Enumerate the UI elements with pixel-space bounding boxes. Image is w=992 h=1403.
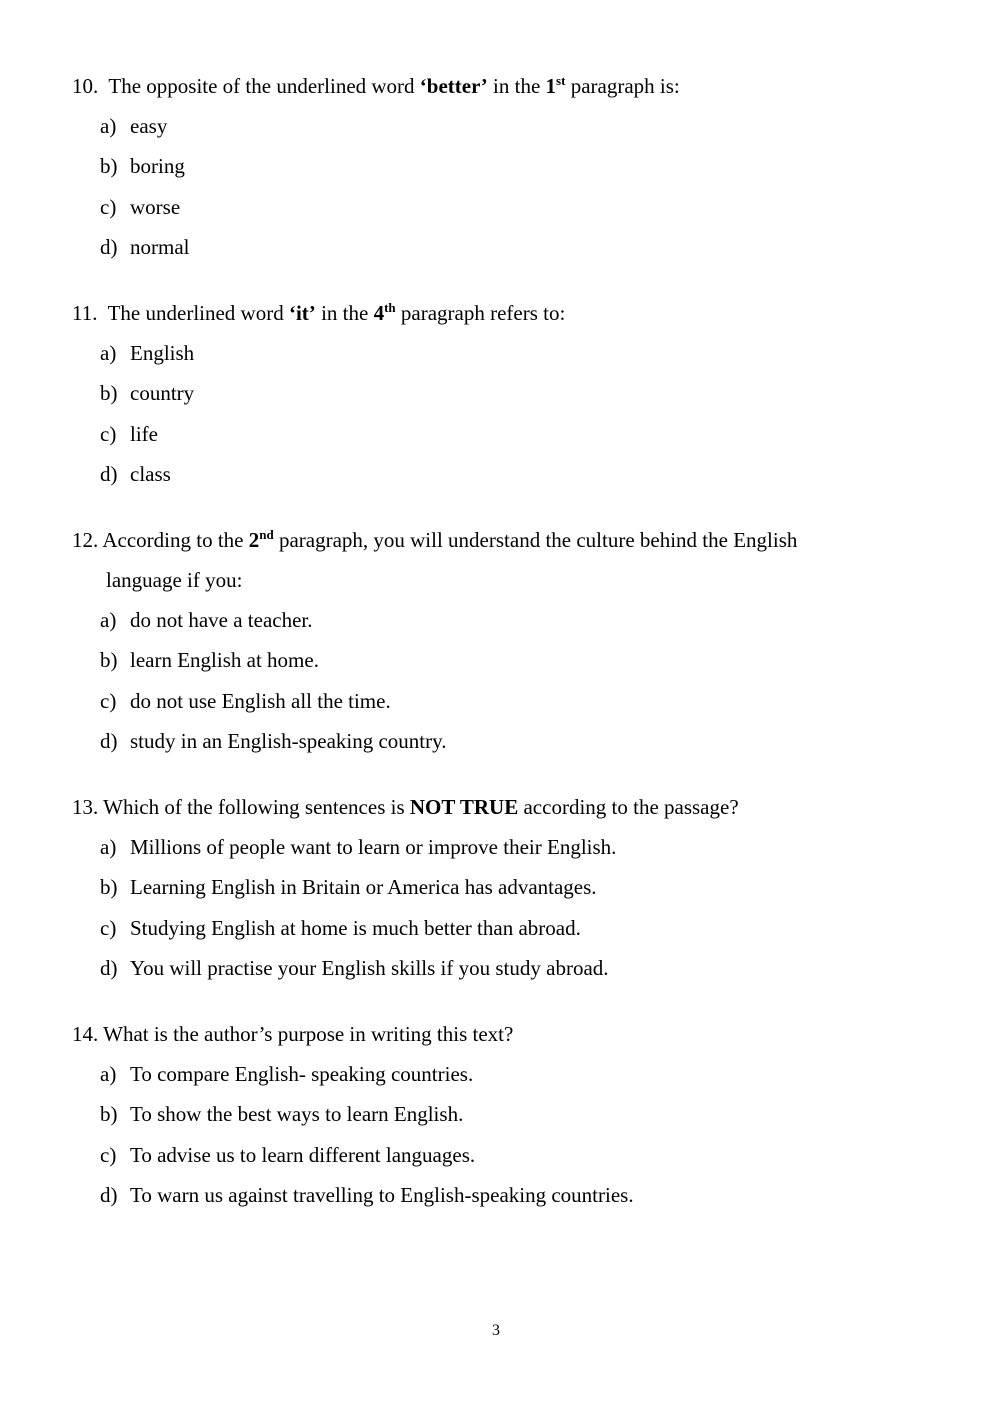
option-text: do not use English all the time. bbox=[130, 688, 391, 713]
options-list bbox=[100, 827, 932, 988]
page-number: 3 bbox=[492, 1322, 500, 1339]
stem-text: Which of the following sentences is bbox=[103, 795, 410, 819]
stem-keyword: ‘it’ bbox=[288, 301, 316, 325]
option-letter: d) bbox=[100, 234, 118, 259]
option-letter: c) bbox=[100, 1142, 117, 1167]
option-letter: d) bbox=[100, 461, 118, 486]
stem-text: in the bbox=[315, 301, 374, 325]
question-stem-line bbox=[72, 520, 932, 560]
ordinal-suffix: nd bbox=[259, 527, 274, 542]
stem-text: According to the bbox=[102, 528, 249, 552]
option-letter: a) bbox=[100, 835, 117, 859]
option-d[interactable] bbox=[100, 948, 932, 988]
option-a[interactable] bbox=[100, 827, 932, 867]
option-text: Learning English in Britain or America has advantages. bbox=[130, 875, 597, 900]
question-12 bbox=[72, 520, 932, 761]
option-b[interactable] bbox=[100, 867, 932, 907]
option-text: life bbox=[130, 421, 158, 446]
option-d[interactable] bbox=[100, 721, 932, 761]
question-stem bbox=[72, 1014, 932, 1054]
question-number: 12. bbox=[72, 528, 99, 552]
question-13 bbox=[72, 787, 932, 988]
option-b[interactable] bbox=[100, 373, 932, 413]
option-a[interactable] bbox=[100, 333, 932, 373]
option-letter: b) bbox=[100, 154, 118, 179]
question-stem-line bbox=[72, 787, 932, 827]
option-letter: b) bbox=[100, 648, 118, 673]
option-text: easy bbox=[130, 114, 168, 138]
option-letter: c) bbox=[100, 194, 117, 219]
option-letter: a) bbox=[100, 341, 117, 365]
question-number: 13. bbox=[72, 795, 99, 819]
option-letter: a) bbox=[100, 608, 117, 632]
stem-text: The underlined word bbox=[107, 301, 289, 325]
option-text: To advise us to learn different languages. bbox=[130, 1142, 476, 1167]
question-stem-continuation: language if you: bbox=[106, 568, 243, 592]
ordinal-suffix: th bbox=[384, 300, 396, 315]
option-letter: b) bbox=[100, 1102, 118, 1127]
option-letter: a) bbox=[100, 1062, 117, 1086]
ordinal-number: 2 bbox=[248, 528, 260, 552]
option-text: class bbox=[130, 461, 171, 486]
option-c[interactable] bbox=[100, 908, 932, 948]
question-14 bbox=[72, 1014, 932, 1215]
option-text: study in an English-speaking country. bbox=[130, 728, 447, 753]
option-text: English bbox=[130, 341, 195, 365]
options-list bbox=[100, 1054, 932, 1215]
options-list bbox=[100, 106, 932, 267]
option-text: learn English at home. bbox=[130, 648, 319, 673]
option-text: do not have a teacher. bbox=[130, 608, 313, 632]
option-letter: d) bbox=[100, 1182, 118, 1207]
option-letter: c) bbox=[100, 421, 117, 446]
option-text: worse bbox=[130, 194, 181, 219]
option-letter: d) bbox=[100, 955, 118, 980]
ordinal-number: 1 bbox=[545, 74, 557, 98]
option-b[interactable] bbox=[100, 1094, 932, 1134]
stem-text: according to the passage? bbox=[518, 795, 739, 819]
question-11 bbox=[72, 293, 932, 494]
question-stem-line bbox=[72, 66, 932, 106]
option-b[interactable] bbox=[100, 146, 932, 186]
ordinal-number: 4 bbox=[373, 301, 385, 325]
stem-text: paragraph, you will understand the culture behind the English bbox=[273, 528, 798, 552]
option-text: To warn us against travelling to English-speaking countries. bbox=[130, 1182, 634, 1207]
stem-text: The opposite of the underlined word bbox=[108, 74, 420, 98]
question-stem bbox=[72, 66, 932, 106]
option-letter: b) bbox=[100, 381, 118, 406]
question-stem bbox=[72, 787, 932, 827]
option-d[interactable] bbox=[100, 1175, 932, 1215]
option-d[interactable] bbox=[100, 227, 932, 267]
question-number: 11. bbox=[72, 301, 98, 325]
ordinal-suffix: st bbox=[556, 73, 566, 88]
option-text: To show the best ways to learn English. bbox=[130, 1102, 464, 1127]
option-a[interactable] bbox=[100, 600, 932, 640]
option-text: To compare English- speaking countries. bbox=[130, 1062, 474, 1086]
stem-keyword: NOT TRUE bbox=[409, 795, 519, 819]
stem-keyword: ‘better’ bbox=[419, 74, 488, 98]
stem-text: What is the author’s purpose in writing this text? bbox=[103, 1022, 514, 1046]
question-stem-line bbox=[72, 293, 932, 333]
stem-text: paragraph is: bbox=[565, 74, 680, 98]
option-letter: d) bbox=[100, 728, 118, 753]
option-text: boring bbox=[130, 154, 185, 179]
option-d[interactable] bbox=[100, 454, 932, 494]
options-list bbox=[100, 600, 932, 761]
question-stem-line bbox=[72, 1014, 932, 1054]
option-c[interactable] bbox=[100, 414, 932, 454]
question-10 bbox=[72, 66, 932, 267]
question-stem bbox=[72, 520, 932, 600]
option-letter: c) bbox=[100, 915, 117, 940]
option-letter: b) bbox=[100, 875, 118, 900]
option-text: You will practise your English skills if you study abroad. bbox=[130, 955, 609, 980]
options-list bbox=[100, 333, 932, 494]
option-text: Studying English at home is much better than abroad. bbox=[130, 915, 581, 940]
question-number: 14. bbox=[72, 1022, 99, 1046]
option-b[interactable] bbox=[100, 640, 932, 680]
stem-text: in the bbox=[487, 74, 546, 98]
option-letter: a) bbox=[100, 114, 117, 138]
option-c[interactable] bbox=[100, 681, 932, 721]
option-c[interactable] bbox=[100, 1135, 932, 1175]
question-stem bbox=[72, 293, 932, 333]
option-a[interactable] bbox=[100, 106, 932, 146]
option-text: country bbox=[130, 381, 195, 406]
stem-text: paragraph refers to: bbox=[395, 301, 566, 325]
option-text: Millions of people want to learn or improve their English. bbox=[130, 835, 617, 859]
option-c[interactable] bbox=[100, 187, 932, 227]
option-letter: c) bbox=[100, 688, 117, 713]
question-number: 10. bbox=[72, 74, 99, 98]
option-a[interactable] bbox=[100, 1054, 932, 1094]
option-text: normal bbox=[130, 234, 190, 259]
